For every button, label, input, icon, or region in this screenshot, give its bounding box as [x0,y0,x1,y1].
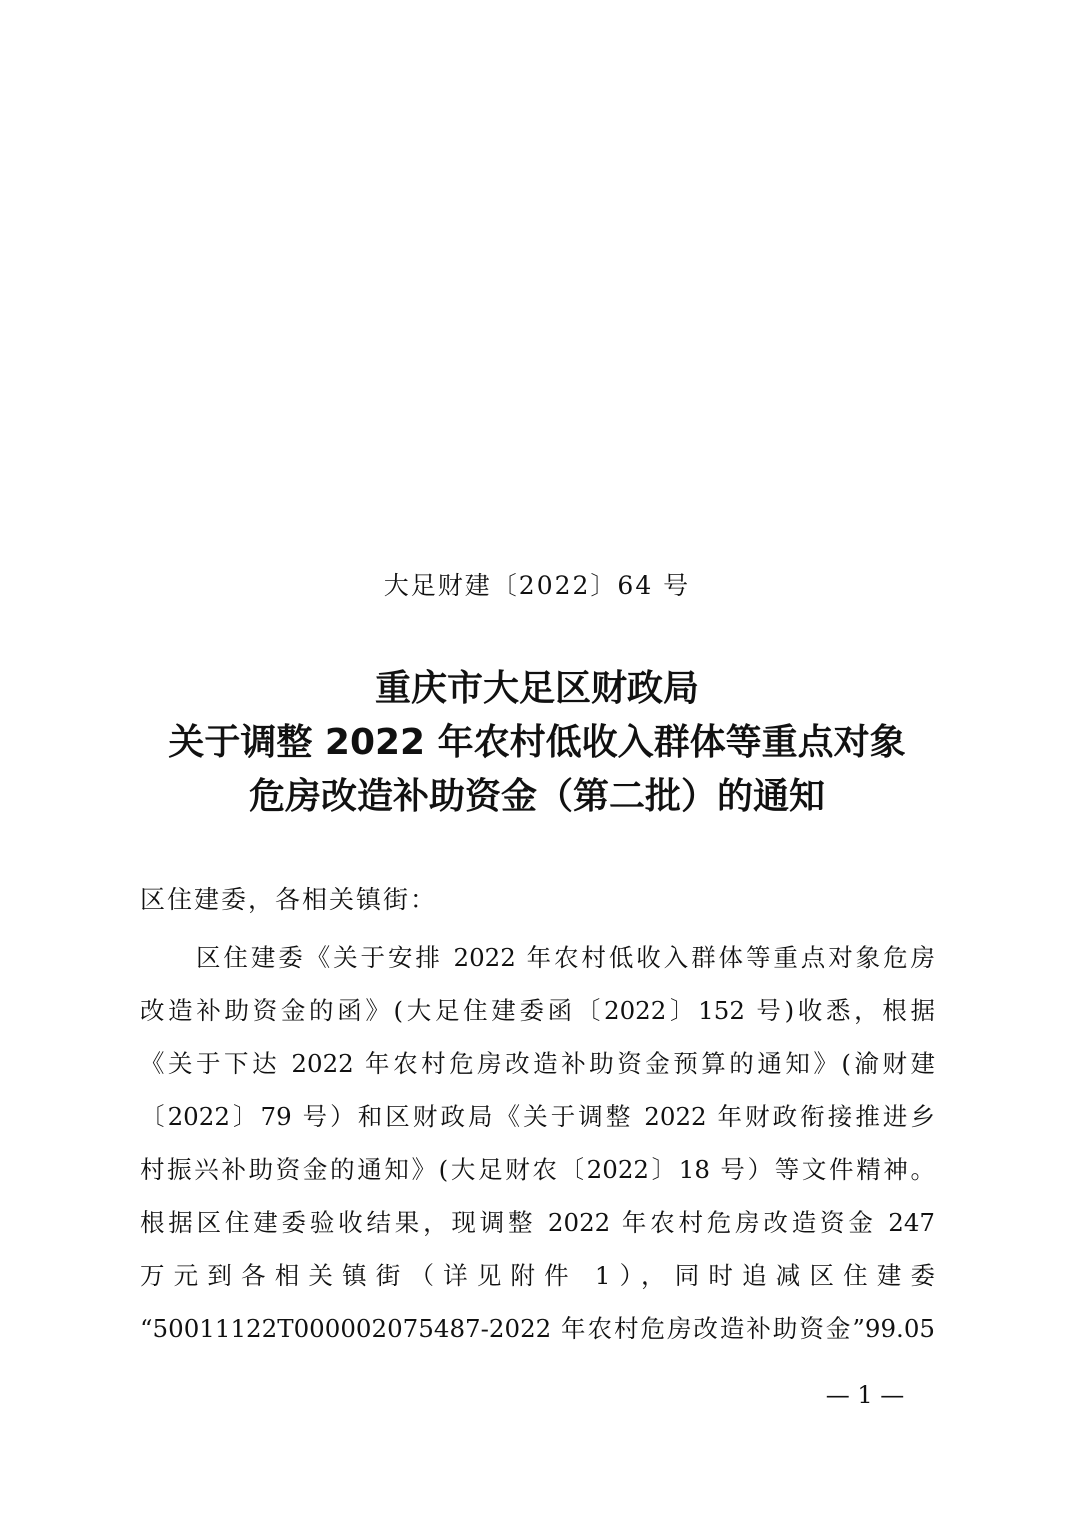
title-line-3: 危房改造补助资金（第二批）的通知 [248,776,825,817]
body-line-2: 改造补助资金的函》(大足住建委函〔2022〕152 号)收悉，根据 [140,996,935,1025]
body-line-7: 万元到各相关镇街（详见附件 1），同时追减区住建委 [140,1261,935,1290]
title-line-2: 关于调整 2022 年农村低收入群体等重点对象 [168,722,906,763]
addressee: 区住建委，各相关镇街： [140,885,438,914]
title-line-1: 重庆市大足区财政局 [374,668,699,709]
body-line-4: 〔2022〕79 号）和区财政局《关于调整 2022 年财政衔接推进乡 [140,1102,935,1131]
body-line-6: 根据区住建委验收结果，现调整 2022 年农村危房改造资金 247 [140,1208,935,1237]
document-number: 大足财建〔2022〕64 号 [383,571,691,600]
body-line-1: 区住建委《关于安排 2022 年农村低收入群体等重点对象危房 [196,943,935,972]
body-line-3: 《关于下达 2022 年农村危房改造补助资金预算的通知》(渝财建 [140,1049,935,1078]
page-number: — 1 — [825,1381,905,1409]
body-line-8: “50011122T000002075487-2022 年农村危房改造补助资金”99.05 [140,1314,935,1343]
body-line-5: 村振兴补助资金的通知》(大足财农〔2022〕18 号）等文件精神。 [140,1155,935,1184]
document-title [0,662,1074,824]
body-paragraph [140,931,935,1355]
